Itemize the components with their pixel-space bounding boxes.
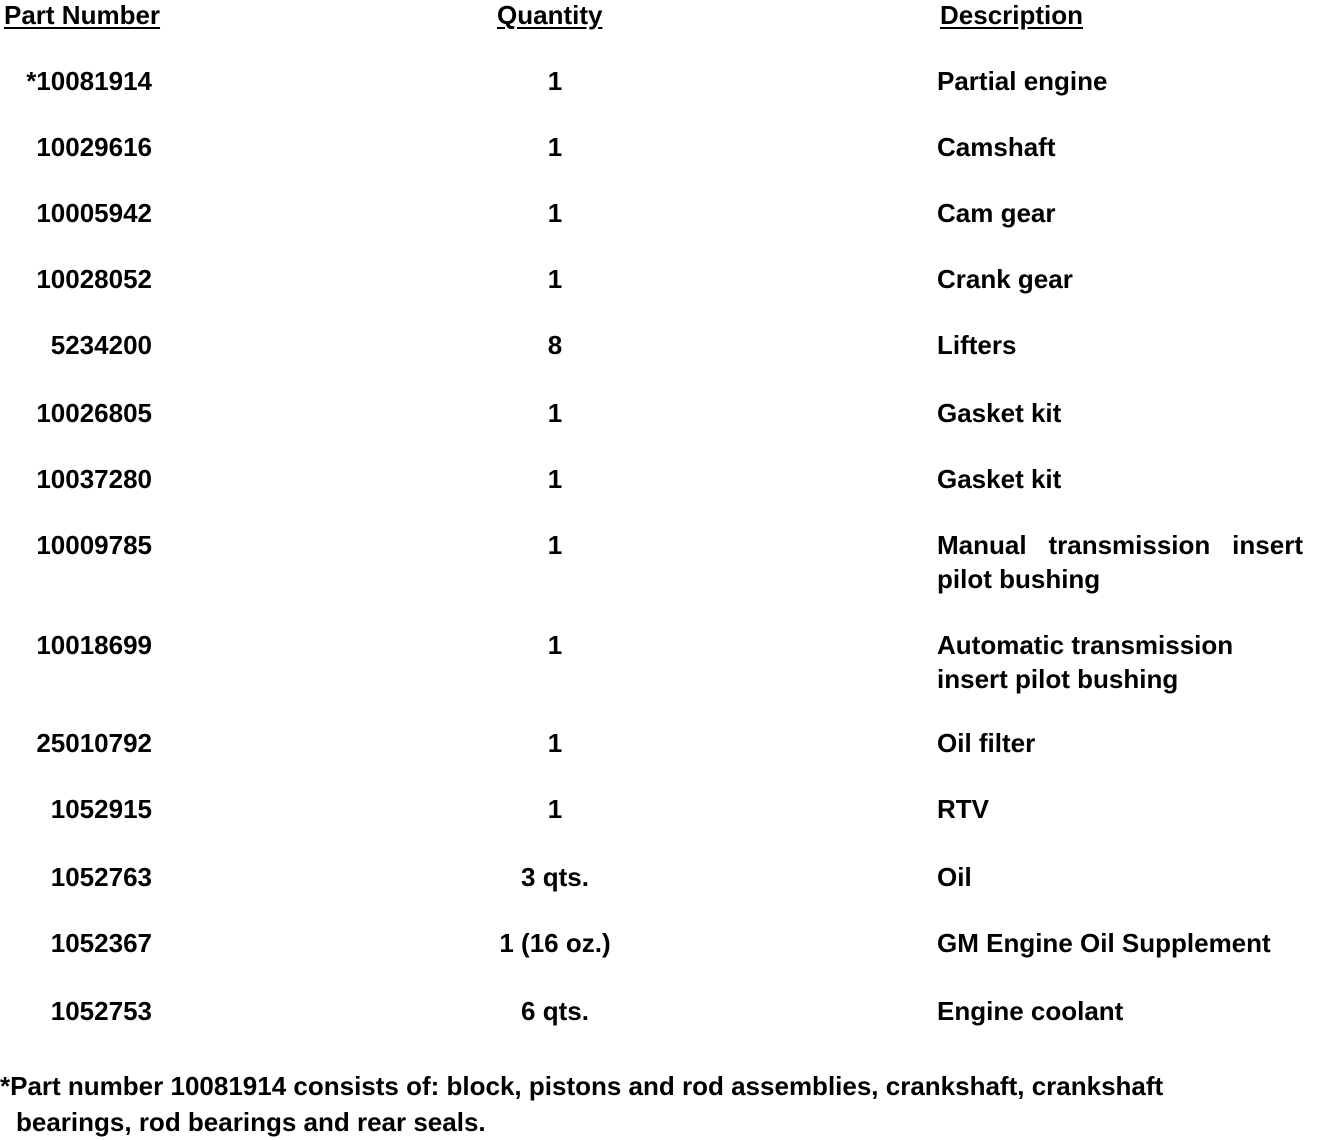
description: Crank gear: [937, 264, 1073, 294]
quantity: 6 qts.: [521, 996, 589, 1026]
part-number: 1052763: [50, 862, 152, 892]
description: Oil filter: [937, 728, 1036, 758]
quantity: 1: [547, 198, 563, 228]
description: Partial engine: [937, 66, 1108, 96]
part-number: 10018699: [36, 630, 152, 660]
header-quantity: Quantity: [497, 0, 603, 30]
quantity: 1 (16 oz.): [499, 928, 611, 958]
quantity: 3 qts.: [521, 862, 589, 892]
part-number: 10029616: [36, 132, 152, 162]
quantity: 1: [547, 530, 563, 560]
part-number: 10037280: [36, 464, 152, 494]
part-number: 1052915: [50, 794, 152, 824]
footnote-line-2: bearings, rod bearings and rear seals.: [16, 1107, 486, 1137]
description: Camshaft: [937, 132, 1056, 162]
quantity: 1: [547, 630, 563, 660]
part-number: 10009785: [36, 530, 152, 560]
description: Engine coolant: [937, 996, 1124, 1026]
description: Gasket kit: [937, 398, 1062, 428]
part-number: 1052753: [50, 996, 152, 1026]
part-number: *10081914: [26, 66, 152, 96]
footnote-line-1: *Part number 10081914 consists of: block, pistons and rod assemblies, crankshaft, crankshaft: [0, 1071, 1164, 1101]
quantity: 8: [547, 330, 563, 360]
description: Automatic transmission insert pilot bushing: [937, 630, 1234, 694]
part-number: 25010792: [36, 728, 152, 758]
description: Manual transmission insert pilot bushing: [937, 530, 1303, 594]
quantity: 1: [547, 464, 563, 494]
part-number: 10028052: [36, 264, 152, 294]
quantity: 1: [547, 264, 563, 294]
quantity: 1: [547, 132, 563, 162]
description: Oil: [937, 862, 972, 892]
quantity: 1: [547, 728, 563, 758]
description: Cam gear: [937, 198, 1056, 228]
part-number: 10026805: [36, 398, 152, 428]
quantity: 1: [547, 794, 563, 824]
footnote: [0, 1068, 1300, 1140]
part-number: 1052367: [50, 928, 152, 958]
quantity: 1: [547, 66, 563, 96]
part-number: 10005942: [36, 198, 152, 228]
part-number: 5234200: [50, 330, 152, 360]
quantity: 1: [547, 398, 563, 428]
description: Lifters: [937, 330, 1017, 360]
description: RTV: [937, 794, 989, 824]
description: GM Engine Oil Supplement: [937, 928, 1271, 958]
header-part-number: Part Number: [4, 0, 161, 30]
header-description: Description: [940, 0, 1084, 30]
description: Gasket kit: [937, 464, 1062, 494]
